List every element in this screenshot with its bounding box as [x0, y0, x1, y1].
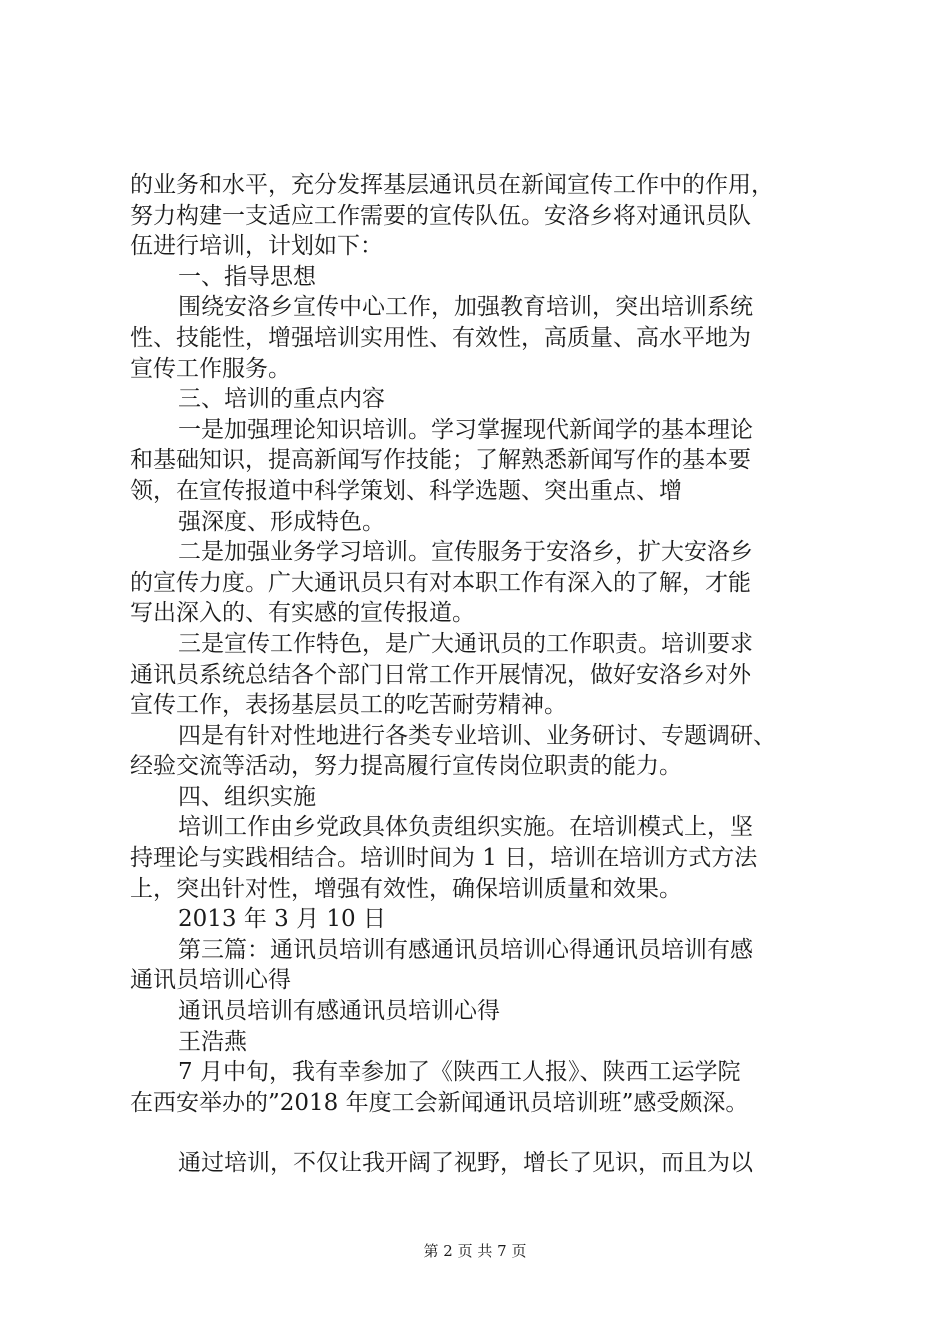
text-line: 通讯员系统总结各个部门日常工作开展情况，做好安洛乡对外: [130, 661, 751, 688]
text-line: 写出深入的、有实感的宣传报道。: [130, 600, 475, 627]
text-line: 三是宣传工作特色，是广大通讯员的工作职责。培训要求: [178, 630, 753, 657]
text-line: 强深度、形成特色。: [178, 508, 385, 535]
text-line: 通讯员培训有感通讯员培训心得: [178, 998, 500, 1025]
text-line: 培训工作由乡党政具体负责组织实施。在培训模式上，坚: [178, 814, 753, 841]
text-line: 伍进行培训，计划如下：: [130, 233, 383, 260]
text-line: 一、指导思想: [178, 263, 316, 290]
text-line: 的宣传力度。广大通讯员只有对本职工作有深入的了解，才能: [130, 569, 751, 596]
text-line: 经验交流等活动，努力提高履行宣传岗位职责的能力。: [130, 753, 682, 780]
text-line: 通过培训，不仅让我开阔了视野，增长了见识，而且为以: [178, 1150, 753, 1177]
text-line: 努力构建一支适应工作需要的宣传队伍。安洛乡将对通讯员队: [130, 202, 751, 229]
text-line: 上，突出针对性，增强有效性，确保培训质量和效果。: [130, 875, 682, 902]
text-line: [130, 1118, 830, 1148]
text-line: 四是有针对性地进行各类专业培训、业务研讨、专题调研、: [178, 722, 776, 749]
text-line: 宣传工作，表扬基层员工的吃苦耐劳精神。: [130, 692, 567, 719]
text-line: 在西安举办的”2018 年度工会新闻通讯员培训班”感受颇深。: [130, 1089, 749, 1116]
text-line: 持理论与实践相结合。培训时间为 1 日，培训在培训方式方法: [130, 845, 758, 872]
text-line: 二是加强业务学习培训。宣传服务于安洛乡，扩大安洛乡: [178, 539, 753, 566]
text-line: 2013 年 3 月 10 日: [178, 906, 386, 933]
text-line: 7 月中旬，我有幸参加了《陕西工人报》、陕西工运学院: [178, 1059, 741, 1086]
text-line: 宣传工作服务。: [130, 355, 291, 382]
text-line: 的业务和水平，充分发挥基层通讯员在新闻宣传工作中的作用，: [130, 172, 774, 198]
text-line: 通讯员培训心得: [130, 967, 291, 994]
text-line: 四、组织实施: [178, 783, 316, 810]
text-line: 性、技能性，增强培训实用性、有效性，高质量、高水平地为: [130, 324, 751, 351]
text-line: 王浩燕: [178, 1028, 247, 1055]
document-body: [130, 170, 830, 1179]
text-line: 和基础知识，提高新闻写作技能；了解熟悉新闻写作的基本要: [130, 447, 751, 474]
page-footer: 第 2 页 共 7 页: [423, 1242, 527, 1260]
text-line: 三、培训的重点内容: [178, 386, 385, 413]
text-line: 一是加强理论知识培训。学习掌握现代新闻学的基本理论: [178, 416, 753, 443]
text-line: 围绕安洛乡宣传中心工作，加强教育培训，突出培训系统: [178, 294, 753, 321]
text-line: 领，在宣传报道中科学策划、科学选题、突出重点、增: [130, 477, 682, 504]
text-line: 第三篇：通讯员培训有感通讯员培训心得通讯员培训有感: [178, 936, 753, 963]
